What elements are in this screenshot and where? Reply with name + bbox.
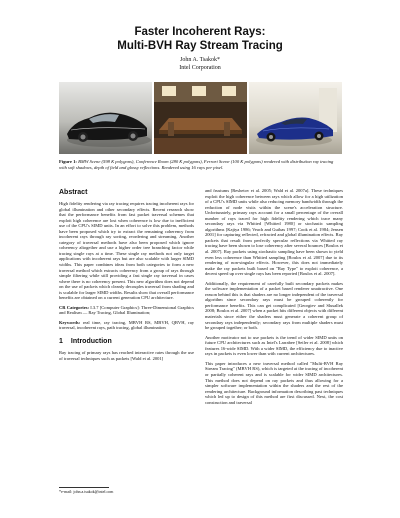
figure-caption	[59, 159, 342, 170]
introduction-heading	[59, 337, 194, 346]
caption-text: BMW Scene (598 K polygons), Conference Room (280 K polygons), Ferrari Scene (100 K polygons) rendered with distribution ray tracing with soft shadows, depth of field and glossy reflections. Rendered using 16 rays per pixel.	[59, 159, 334, 170]
ferrari-scene-render	[249, 82, 342, 154]
cr-categories-label: CR Categories:	[59, 304, 89, 310]
paper-title	[0, 25, 400, 53]
conference-room-render	[154, 82, 247, 154]
author-block	[0, 57, 400, 72]
cr-categories-text: I.3.7 [Computer Graphics]: Three-Dimensional Graphics and Realism — Ray Tracing, Global Illumination;	[59, 304, 194, 316]
right-column	[205, 188, 343, 409]
paragraph-3: Another motivator not to use packets is the trend of wider SIMD units on future CPU architectures such as Intel's Larrabee [Seiler et al. 2008] which features 16-wide SIMD. With a wider SIMD, the efficiency due to inactive rays in packets is even lower than with current architectures.	[205, 334, 343, 357]
keywords-text: real time, ray tracing, MBVH RS, MBVH, QBVH, ray traversal, incoherent rays, path tracing, global illumination	[59, 319, 195, 331]
title-line-1: Faster Incoherent Rays:	[134, 26, 266, 38]
abstract-heading: Abstract	[59, 189, 88, 196]
abstract-text: High fidelity rendering via ray tracing requires tracing incoherent rays for global illumination and other secondary effects. Recent research show that the performance benefits from fast packet traversal schemes that exploit high coherence are lost when coherence is low due to inefficient use of the CPU's SIMD units. In an effort to solve this problem, methods have been proposed which try to extract the remaining coherency from incoherent rays through ray sorting, reordering and streaming. Another category of traversal methods have also been proposed which ignore coherency altogether and use a higher order tree branching factor while tracing single rays at a time. These single ray methods not only target applications with incoherent rays but are also scalable with larger SIMD widths. This paper combines ideas from both categories to form a new traversal method which extracts coherency from a group of rays through simple filtering while still providing a fast single ray traversal in cases where there is no coherency present. This new algorithm does not depend on the use of packets which cleanly decouples traversal from shading and is scalable for larger SIMD widths. Results show that overall performance benefits are obtained on a current generation CPU architecture.	[59, 201, 194, 301]
paragraph-1: and frustums [Reshetov et al. 2005; Wald et al. 2007a]. These techniques exploit the high coherence between rays which allow for a high utilization of a CPU's SIMD units while also reducing memory bandwidth through the reduction of node visits within the scene's acceleration structure. Unfortunately, primary rays account for a small percentage of the overall number of rays traced for high fidelity rendering which trace many secondary rays via Whitted [Whitted 1980] or stochastic sampling algorithms [Kajiya 1986; Veach and Guibas 1997; Cook et al. 1984; Jensen 2001] for capturing reflected, refracted and global illumination effects. Ray packets that result from perfectly specular reflections via Whitted ray tracing have been shown to lose coherency after several bounces [Boulos et al. 2007]. Ray packets using stochastic sampling have been shown to yield even less coherence than Whitted sampling [Boulos et al. 2007] due to its rendering of non-singular effects. However, this does not immediately make the ray packets built based on "Ray Type" to exploit coherence, a decent speed up over single rays has been reported [Boulos et al. 2007].	[205, 188, 343, 277]
bmw-scene-render	[59, 82, 152, 154]
author-affiliation: Intel Corporation	[179, 64, 221, 71]
caption-label: Figure 1:	[59, 159, 77, 164]
section-title: Introduction	[70, 338, 112, 346]
cr-categories	[59, 305, 194, 316]
left-column	[59, 188, 194, 365]
teaser-figure	[59, 82, 342, 154]
keywords-label: Keywords:	[59, 319, 81, 325]
section-number: 1	[59, 338, 63, 346]
keywords	[59, 320, 194, 331]
paragraph-4: This paper introduces a new traversal method called "Multi-BVH Ray Stream Tracing" (MBVH RS), which is targeted at the tracing of incoherent or partially coherent rays and is scalable for wider SIMD architectures. This method does not depend on ray packets and thus allowing for a simpler software implementation within the shaders and the rest of the rendering architecture. Background information describing past techniques which led up to design of this method are first discussed. Next, the cost construction and traversal	[205, 360, 343, 405]
footnote-rule	[59, 487, 109, 488]
footnote-email: *e-mail: john.a.tsakok@intel.com	[59, 489, 114, 494]
introduction-text: Ray tracing of primary rays has reached interactive rates through the use of traversal techniques such as packets [Wald et al. 2001]	[59, 350, 194, 361]
paragraph-2: Additionally, the requirement of carefully built secondary packets makes the software implementation of a packet based renderer unattractive. One reason behind this is that shaders are no longer independent of the traversal algorithm since secondary rays must be grouped coherently for performance benefits. This can get complicated [Georgiev and Slusallek 2008; Boulos et al. 2007] when a packet hits different objects with different materials since either the shaders must generate a coherent group of secondary rays independently; secondary rays from multiple shaders must be grouped together; or both.	[205, 280, 343, 331]
author-name: John A. Tsakok*	[180, 57, 220, 63]
title-line-2: Multi-BVH Ray Stream Tracing	[117, 40, 283, 52]
